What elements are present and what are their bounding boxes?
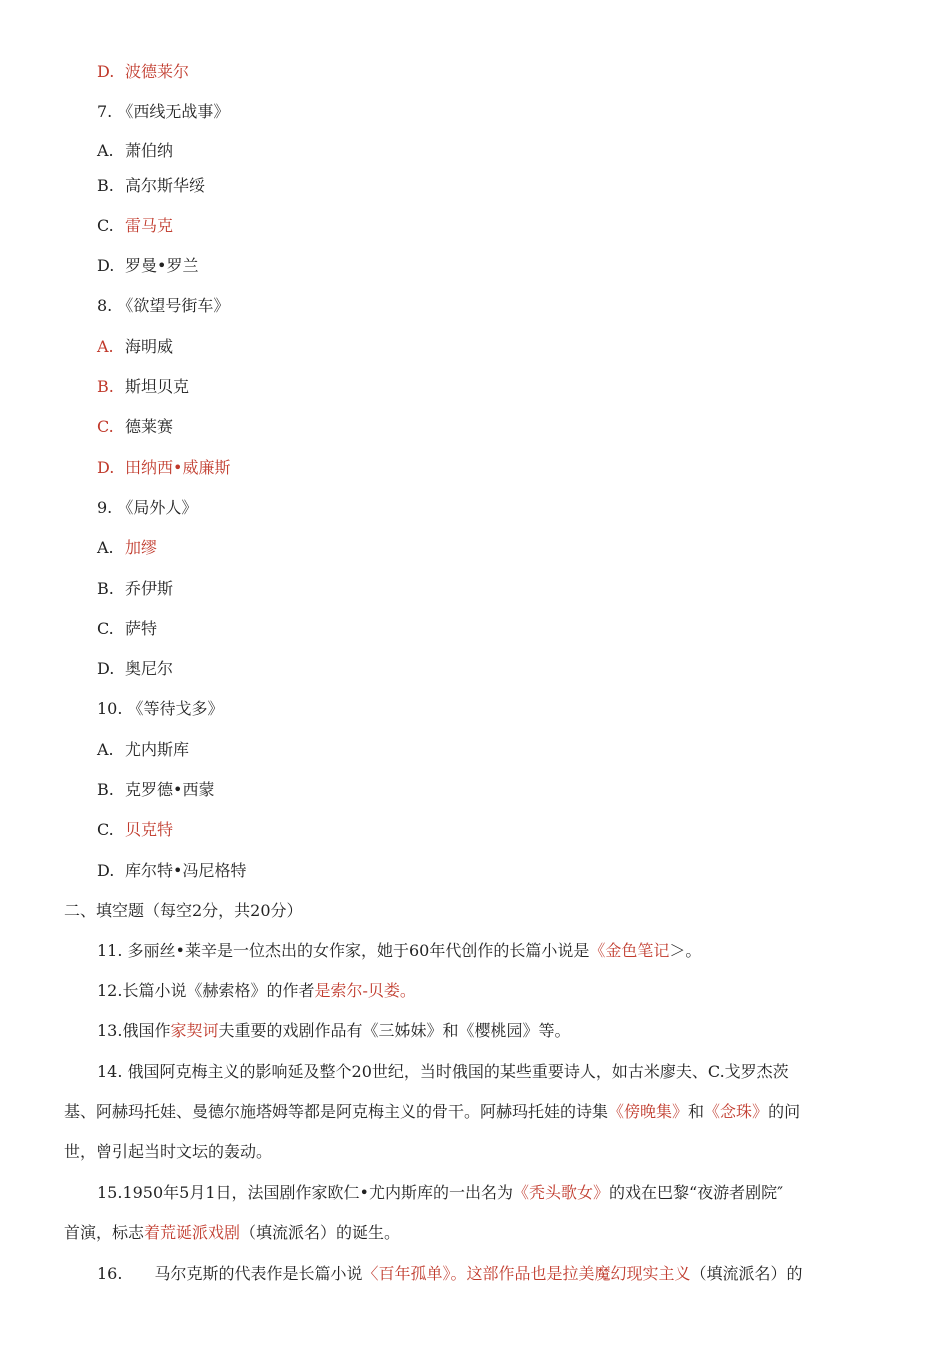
option-text: 海明威 [125, 337, 174, 356]
question-text: 12.长篇小说《赫索格》的作者 [97, 981, 315, 1000]
q10-option-a [97, 740, 189, 760]
answer-text: 《秃头歌女》 [512, 1183, 609, 1202]
section-heading: 二、填空题（每空2分，共20分） [64, 901, 303, 920]
option-letter: A. [97, 538, 114, 557]
question-text: 夫重要的戏剧作品有《三姊妹》和《樱桃园》等。 [218, 1021, 571, 1040]
option-letter: D. [97, 256, 115, 275]
question-15-line-2 [64, 1223, 400, 1243]
q10-option-b [97, 780, 214, 800]
q8-option-c [97, 417, 173, 437]
option-text: 奥尼尔 [125, 659, 174, 678]
q9-option-a [97, 538, 157, 558]
option-letter: C. [97, 417, 114, 436]
option-text: 萨特 [125, 619, 158, 638]
option-letter: B. [97, 377, 114, 396]
option-letter: D. [97, 861, 115, 880]
question-text: 的问 [768, 1102, 801, 1121]
option-text: 库尔特•冯尼格特 [125, 861, 247, 880]
q9-option-d [97, 659, 173, 679]
option-letter: D. [97, 659, 115, 678]
option-letter: B. [97, 780, 114, 799]
question-text: （填流派名）的诞生。 [240, 1223, 401, 1242]
question-text: 11. 多丽丝•莱辛是一位杰出的女作家，她于60年代创作的长篇小说是 [97, 941, 590, 960]
q10-option-c [97, 820, 173, 840]
option-text: 克罗德•西蒙 [125, 780, 215, 799]
question-text: 的戏在巴黎“夜游者剧院″ [608, 1183, 784, 1202]
q7-option-b [97, 176, 205, 196]
question-text: 13.俄国作 [97, 1021, 171, 1040]
question-10-title: 10. 《等待戈多》 [97, 699, 224, 718]
option-letter: A. [97, 141, 114, 160]
option-letter: C. [97, 619, 114, 638]
q7-option-d [97, 256, 198, 276]
answer-text: 《傍晚集》 [608, 1102, 689, 1121]
question-text: 基、阿赫玛托娃、曼德尔施塔姆等都是阿克梅主义的骨干。阿赫玛托娃的诗集 [64, 1102, 609, 1121]
option-letter: D. [97, 458, 115, 477]
option-text-answer: 田纳西•威廉斯 [125, 458, 231, 477]
option-text: 德莱赛 [125, 417, 174, 436]
option-text: 萧伯纳 [125, 141, 174, 160]
q6-option-d [97, 62, 189, 82]
option-letter: B. [97, 579, 114, 598]
option-letter: A. [97, 740, 114, 759]
option-letter: A. [97, 337, 114, 356]
option-text: 高尔斯华绥 [125, 176, 206, 195]
question-12 [97, 981, 416, 1001]
option-text: 尤内斯库 [125, 740, 190, 759]
option-letter: D. [97, 62, 115, 81]
option-text: 斯坦贝克 [125, 377, 190, 396]
answer-text: 《念珠》 [704, 1102, 769, 1121]
option-text: 罗曼•罗兰 [125, 256, 199, 275]
q7-option-a [97, 141, 173, 161]
question-14-line-3: 世，曾引起当时文坛的轰动。 [64, 1142, 273, 1161]
question-text: ＞。 [669, 941, 702, 960]
question-text: 和 [688, 1102, 705, 1121]
question-text: （填流派名）的 [690, 1264, 803, 1283]
question-15-line-1 [97, 1183, 783, 1203]
option-letter: C. [97, 216, 114, 235]
question-text: 15.1950年5月1日，法国剧作家欧仁•尤内斯库的一出名为 [97, 1183, 513, 1202]
option-letter: B. [97, 176, 114, 195]
question-text: 首演，标志 [64, 1223, 145, 1242]
option-text-answer: 加缪 [125, 538, 158, 557]
question-7-title: 7. 《西线无战事》 [97, 102, 230, 121]
q8-option-d [97, 458, 230, 478]
question-11 [97, 941, 701, 961]
question-text: 16. 马尔克斯的代表作是长篇小说 [97, 1264, 363, 1283]
option-letter: C. [97, 820, 114, 839]
q8-option-a [97, 337, 173, 357]
answer-text: 〈百年孤单》。这部作品也是拉美魔幻现实主义 [362, 1264, 691, 1283]
question-14-line-2 [64, 1102, 800, 1122]
q9-option-c [97, 619, 157, 639]
answer-text: 家契诃 [170, 1021, 219, 1040]
option-text: 波德莱尔 [125, 62, 190, 81]
option-text: 乔伊斯 [125, 579, 174, 598]
option-text-answer: 雷马克 [125, 216, 174, 235]
answer-text: 《金色笔记 [589, 941, 670, 960]
q8-option-b [97, 377, 189, 397]
answer-text: 是索尔-贝娄。 [314, 981, 416, 1000]
question-9-title: 9. 《局外人》 [97, 498, 198, 517]
question-16 [97, 1264, 802, 1284]
option-text-answer: 贝克特 [125, 820, 174, 839]
answer-text: 着荒诞派戏剧 [144, 1223, 241, 1242]
q9-option-b [97, 579, 173, 599]
q10-option-d [97, 861, 246, 881]
question-13 [97, 1021, 570, 1041]
question-14-line-1: 14. 俄国阿克梅主义的影响延及整个20世纪，当时俄国的某些重要诗人，如古米廖夫、C.戈罗杰茨 [97, 1062, 789, 1081]
q7-option-c [97, 216, 173, 236]
question-8-title: 8. 《欲望号街车》 [97, 296, 230, 315]
